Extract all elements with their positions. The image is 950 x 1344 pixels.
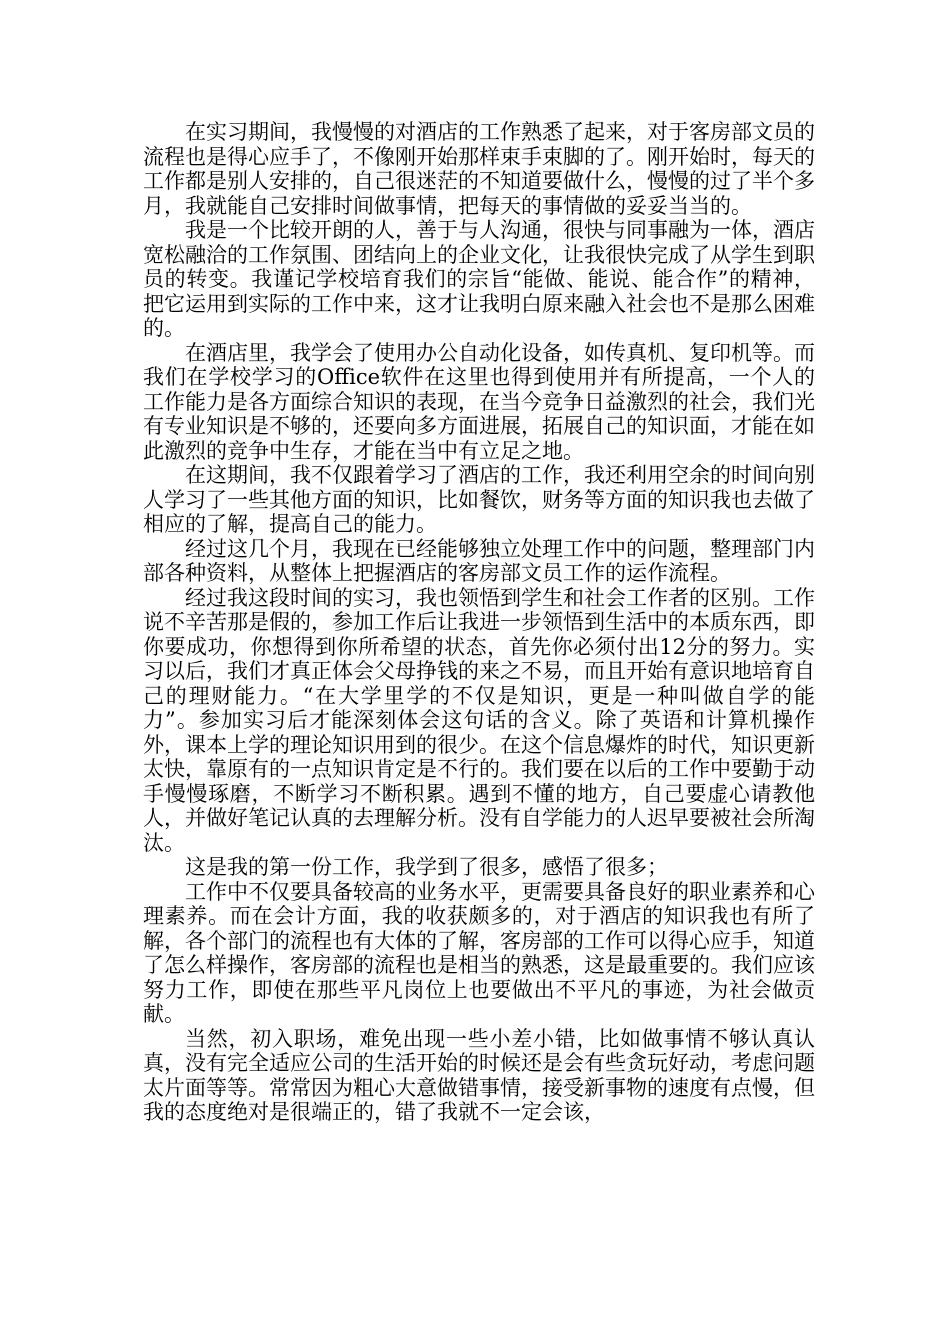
paragraph-6: 经过我这段时间的实习，我也领悟到学生和社会工作者的区别。工作说不辛苦那是假的，参加工作后让我进一步领悟到生活中的本质东西，即你要成功，你想得到你所希望的状态，首先你必须付出12分的努力。实习以后，我们才真正体会父母挣钱的来之不易，而且开始有意识地培育自己的理财能力。“在大学里学的不仅是知识，更是一种叫做自学的能力”。参加实习后才能深刻体会这句话的含义。除了英语和计算机操作外，课本上学的理论知识用到的很少。在这个信息爆炸的时代，知识更新太快，靠原有的一点知识肯定是不行的。我们要在以后的工作中要勤于动手慢慢琢磨，不断学习不断积累。遇到不懂的地方，自己要虚心请教他人，并做好笔记认真的去理解分析。没有自学能力的人迟早要被社会所淘汰。 <box>143 585 815 855</box>
paragraph-4: 在这期间，我不仅跟着学习了酒店的工作，我还利用空余的时间向别人学习了一些其他方面的知识，比如餐饮，财务等方面的知识我也去做了相应的了解，提高自己的能力。 <box>143 463 815 536</box>
paragraph-9: 当然，初入职场，难免出现一些小差小错，比如做事情不够认真认真，没有完全适应公司的生活开始的时候还是会有些贪玩好动，考虑问题太片面等等。常常因为粗心大意做错事情，接受新事物的速度有点慢，但我的态度绝对是很端正的，错了我就不一定会该， <box>143 1026 815 1124</box>
document-body <box>143 120 815 1125</box>
paragraph-1: 在实习期间，我慢慢的对酒店的工作熟悉了起来，对于客房部文员的流程也是得心应手了，不像刚开始那样束手束脚的了。刚开始时，每天的工作都是别人安排的，自己很迷茫的不知道要做什么，慢慢的过了半个多月，我就能自己安排时间做事情，把每天的事情做的妥妥当当的。 <box>143 120 815 218</box>
paragraph-8: 工作中不仅要具备较高的业务水平，更需要具备良好的职业素养和心理素养。而在会计方面，我的收获颇多的，对于酒店的知识我也有所了解，各个部门的流程也有大体的了解，客房部的工作可以得心应手，知道了怎么样操作，客房部的流程也是相当的熟悉，这是最重要的。我们应该努力工作，即使在那些平凡岗位上也要做出不平凡的事迹，为社会做贡献。 <box>143 879 815 1026</box>
paragraph-3: 在酒店里，我学会了使用办公自动化设备，如传真机、复印机等。而我们在学校学习的Office软件在这里也得到使用并有所提高，一个人的工作能力是各方面综合知识的表现，在当今竞争日益激烈的社会，我们光有专业知识是不够的，还要向多方面进展，拓展自己的知识面，才能在如此激烈的竞争中生存，才能在当中有立足之地。 <box>143 340 815 463</box>
paragraph-7: 这是我的第一份工作，我学到了很多，感悟了很多； <box>185 855 668 879</box>
paragraph-2: 我是一个比较开朗的人，善于与人沟通，很快与同事融为一体，酒店宽松融洽的工作氛围、团结向上的企业文化，让我很快完成了从学生到职员的转变。我谨记学校培育我们的宗旨“能做、能说、能合作”的精神，把它运用到实际的工作中来，这才让我明白原来融入社会也不是那么困难的。 <box>143 218 815 340</box>
paragraph-5: 经过这几个月，我现在已经能够独立处理工作中的问题，整理部门内部各种资料，从整体上把握酒店的客房部文员工作的运作流程。 <box>143 536 815 585</box>
